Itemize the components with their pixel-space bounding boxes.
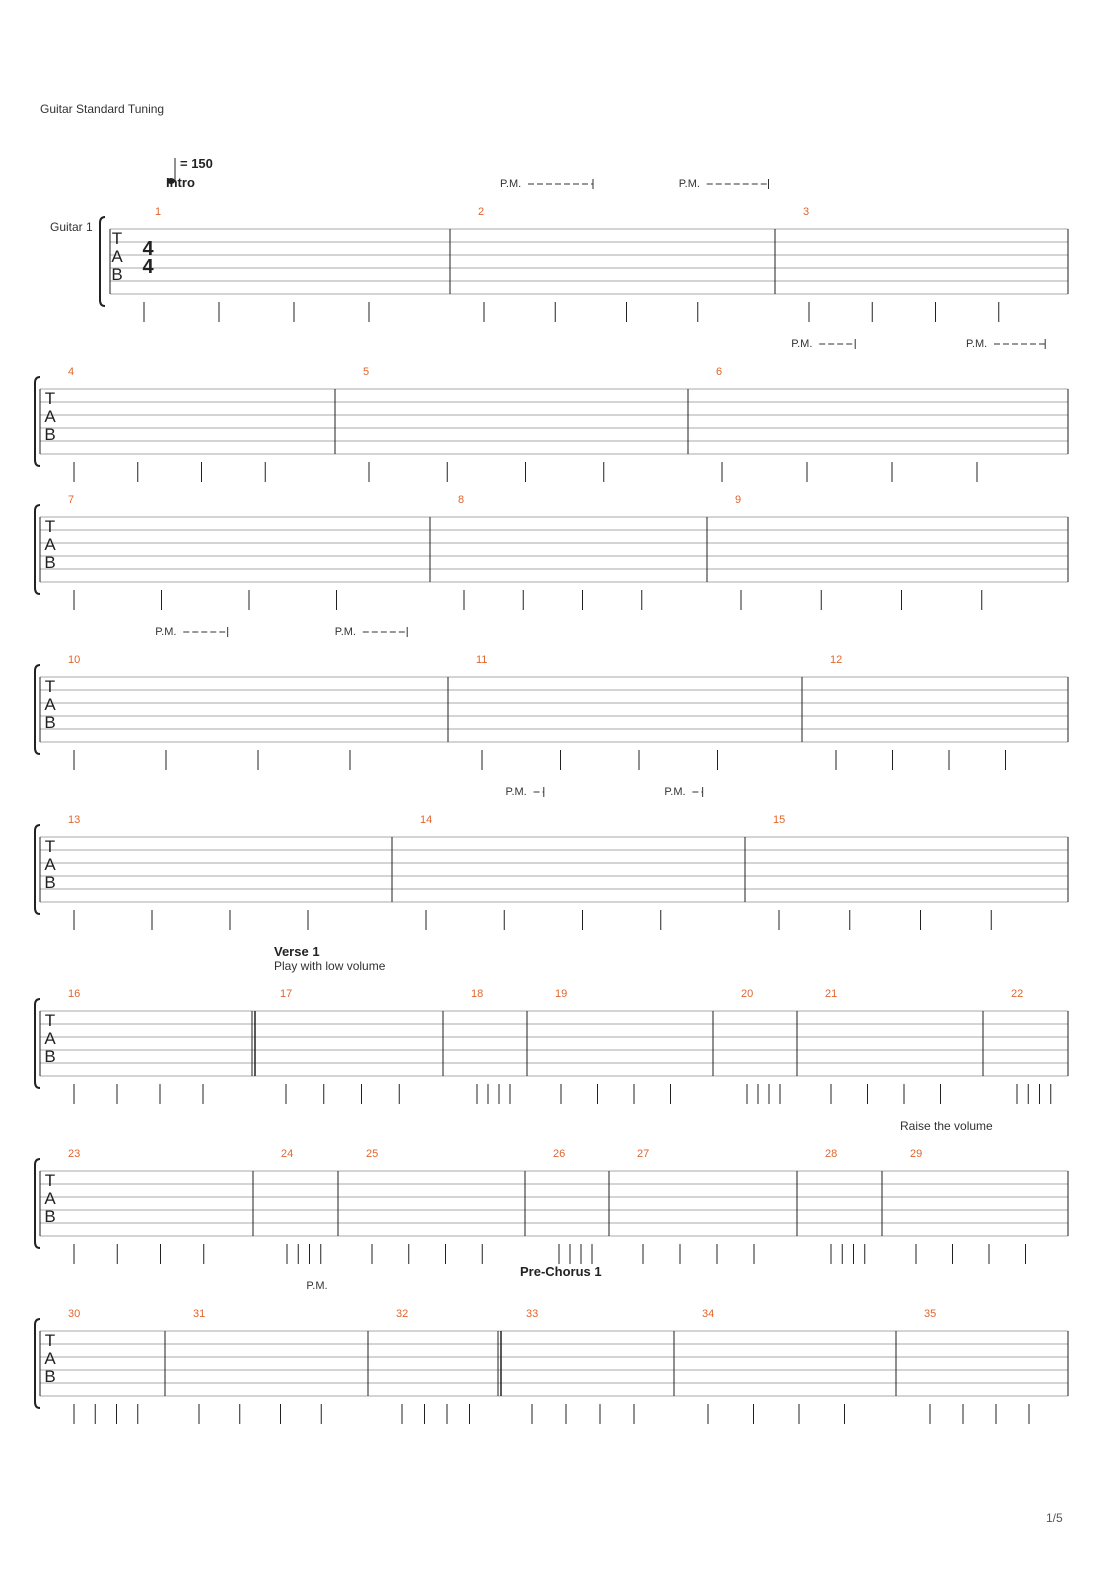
tab-clef-letter: A bbox=[111, 247, 123, 266]
time-signature-bottom: 4 bbox=[142, 256, 154, 278]
tab-clef-letter: T bbox=[44, 517, 56, 536]
measure-number: 19 bbox=[555, 988, 568, 1000]
tab-system bbox=[35, 786, 1068, 930]
measure-number: 25 bbox=[366, 1148, 379, 1160]
measure-number: 21 bbox=[825, 988, 838, 1000]
tab-clef-letter: A bbox=[44, 1029, 56, 1048]
measure-number: 2 bbox=[478, 206, 485, 218]
measure-number: 8 bbox=[458, 494, 465, 506]
tab-system bbox=[35, 1280, 1068, 1424]
measure-number: 14 bbox=[420, 814, 433, 826]
measure-number: 24 bbox=[281, 1148, 294, 1160]
tab-clef-letter: B bbox=[44, 1047, 56, 1066]
measure-number: 33 bbox=[526, 1308, 539, 1320]
measure-number: 23 bbox=[68, 1148, 81, 1160]
palm-mute-label: P.M. bbox=[966, 338, 988, 350]
measure-number: 32 bbox=[396, 1308, 409, 1320]
tab-clef-letter: T bbox=[44, 837, 56, 856]
text-annotation: Raise the volume bbox=[900, 1119, 993, 1133]
measure-number: 17 bbox=[280, 988, 293, 1000]
system-bracket bbox=[35, 1319, 40, 1408]
measure-number: 15 bbox=[773, 814, 786, 826]
palm-mute-label: P.M. bbox=[664, 786, 686, 798]
section-label: Pre-Chorus 1 bbox=[520, 1264, 602, 1279]
measure-number: 5 bbox=[363, 366, 370, 378]
tab-clef-letter: A bbox=[44, 535, 56, 554]
measure-number: 30 bbox=[68, 1308, 81, 1320]
measure-number: 6 bbox=[716, 366, 723, 378]
tab-clef-letter: A bbox=[44, 407, 56, 426]
systems-layer bbox=[35, 175, 1068, 1424]
tab-clef-letter: B bbox=[44, 1367, 56, 1386]
tab-clef-letter: B bbox=[44, 873, 56, 892]
tab-clef-letter: T bbox=[44, 1171, 56, 1190]
tab-clef-letter: A bbox=[44, 695, 56, 714]
measure-number: 34 bbox=[702, 1308, 715, 1320]
tab-system bbox=[35, 626, 1068, 770]
measure-number: 13 bbox=[68, 814, 81, 826]
palm-mute-label: P.M. bbox=[334, 626, 357, 638]
tab-system bbox=[35, 494, 1068, 610]
system-bracket bbox=[35, 1159, 40, 1248]
measure-number: 20 bbox=[741, 988, 754, 1000]
palm-mute-label: P.M. bbox=[678, 178, 700, 190]
tempo-value: = 150 bbox=[180, 156, 213, 171]
tab-clef-letter: B bbox=[44, 713, 56, 732]
tab-clef-letter: A bbox=[44, 1189, 56, 1208]
measure-number: 9 bbox=[735, 494, 742, 506]
time-signature-top: 4 bbox=[142, 238, 154, 260]
tab-clef-letter: A bbox=[44, 855, 56, 874]
measure-number: 16 bbox=[68, 988, 81, 1000]
measure-number: 7 bbox=[68, 494, 75, 506]
measure-number: 11 bbox=[476, 654, 488, 666]
tab-system bbox=[35, 1148, 1068, 1264]
measure-number: 31 bbox=[193, 1308, 206, 1320]
text-annotation: Play with low volume bbox=[274, 959, 386, 973]
system-bracket bbox=[35, 377, 40, 466]
palm-mute-label: P.M. bbox=[791, 338, 813, 350]
measure-number: 18 bbox=[471, 988, 484, 1000]
measure-number: 3 bbox=[803, 206, 810, 218]
palm-mute-label: P.M. bbox=[505, 786, 527, 798]
measure-number: 35 bbox=[924, 1308, 937, 1320]
tab-clef-letter: B bbox=[111, 265, 123, 284]
tab-clef-letter: B bbox=[44, 425, 56, 444]
tab-clef-letter: B bbox=[44, 1207, 56, 1226]
measure-number: 12 bbox=[830, 654, 843, 666]
measure-number: 27 bbox=[637, 1148, 650, 1160]
palm-mute-label: P.M. bbox=[306, 1280, 328, 1292]
measure-number: 10 bbox=[68, 654, 81, 666]
tab-clef-letter: T bbox=[44, 389, 56, 408]
tab-system bbox=[100, 178, 1068, 322]
tab-clef-letter: T bbox=[44, 1011, 56, 1030]
track-name: Guitar 1 bbox=[50, 220, 93, 234]
tab-system bbox=[35, 988, 1068, 1104]
measure-number: 1 bbox=[155, 206, 162, 218]
tab-system bbox=[35, 338, 1068, 482]
tab-clef-letter: T bbox=[44, 677, 56, 696]
tuning-label: Guitar Standard Tuning bbox=[40, 102, 165, 116]
system-bracket bbox=[35, 825, 40, 914]
section-label: Intro bbox=[166, 175, 195, 190]
system-bracket bbox=[35, 999, 40, 1088]
palm-mute-label: P.M. bbox=[500, 178, 522, 190]
tab-clef-letter: A bbox=[44, 1349, 56, 1368]
tab-clef-letter: B bbox=[44, 553, 56, 572]
page-number: 1/5 bbox=[1046, 1511, 1063, 1525]
system-bracket bbox=[35, 505, 40, 594]
system-bracket bbox=[35, 665, 40, 754]
measure-number: 28 bbox=[825, 1148, 838, 1160]
measure-number: 22 bbox=[1011, 988, 1024, 1000]
system-bracket bbox=[100, 217, 105, 306]
measure-number: 29 bbox=[910, 1148, 923, 1160]
palm-mute-label: P.M. bbox=[155, 626, 177, 638]
measure-number: 4 bbox=[68, 366, 75, 378]
tab-clef-letter: T bbox=[44, 1331, 56, 1350]
section-label: Verse 1 bbox=[274, 944, 320, 959]
measure-number: 26 bbox=[553, 1148, 566, 1160]
tab-clef-letter: T bbox=[111, 229, 123, 248]
